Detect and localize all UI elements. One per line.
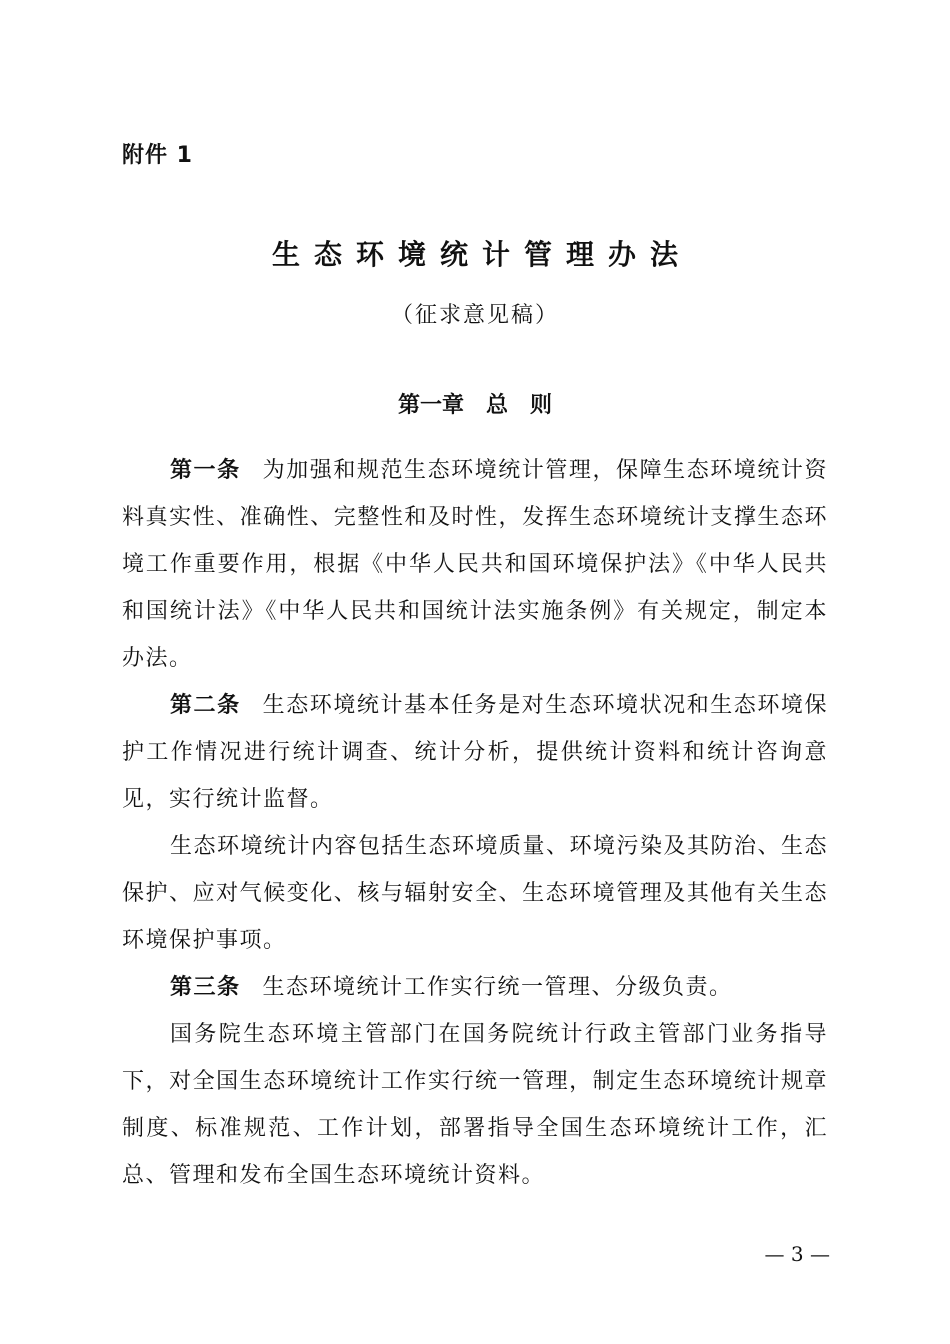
page-number: — 3 — [764, 1242, 830, 1266]
document-subtitle: （征求意见稿） [390, 303, 559, 328]
article-label: 第一条 [170, 458, 241, 483]
article-label: 第二条 [170, 693, 241, 718]
article-label: 第三条 [170, 975, 241, 1000]
article-3-paragraph-2 [122, 1011, 828, 1199]
document-body [122, 447, 828, 1199]
article-2-paragraph-2 [122, 823, 828, 964]
article-text: 为加强和规范生态环境统计管理，保障生态环境统计资料真实性、准确性、完整性和及时性，发挥生态环境统计支撑生态环境工作重要作用，根据《中华人民共和国环境保护法》《中华人民共和国统计法》《中华人民共和国统计法实施条例》有关规定，制定本办法。 [122, 458, 828, 671]
article-1 [122, 447, 828, 682]
article-2 [122, 682, 828, 823]
article-text: 生态环境统计内容包括生态环境质量、环境污染及其防治、生态保护、应对气候变化、核与辐射安全、生态环境管理及其他有关生态环境保护事项。 [122, 834, 829, 953]
article-text: 国务院生态环境主管部门在国务院统计行政主管部门业务指导下，对全国生态环境统计工作实行统一管理，制定生态环境统计规章制度、标准规范、工作计划，部署指导全国生态环境统计工作，汇总、管理和发布全国生态环境统计资料。 [122, 1022, 828, 1188]
document-title: 生态环境统计管理办法 [271, 238, 692, 271]
article-text: 生态环境统计基本任务是对生态环境状况和生态环境保护工作情况进行统计调查、统计分析，提供统计资料和统计咨询意见，实行统计监督。 [122, 693, 828, 812]
attachment-label: 附件 1 [122, 143, 193, 168]
chapter-title: 第一章 总 则 [397, 393, 552, 418]
article-3 [122, 964, 828, 1011]
article-text: 生态环境统计工作实行统一管理、分级负责。 [262, 975, 733, 1000]
